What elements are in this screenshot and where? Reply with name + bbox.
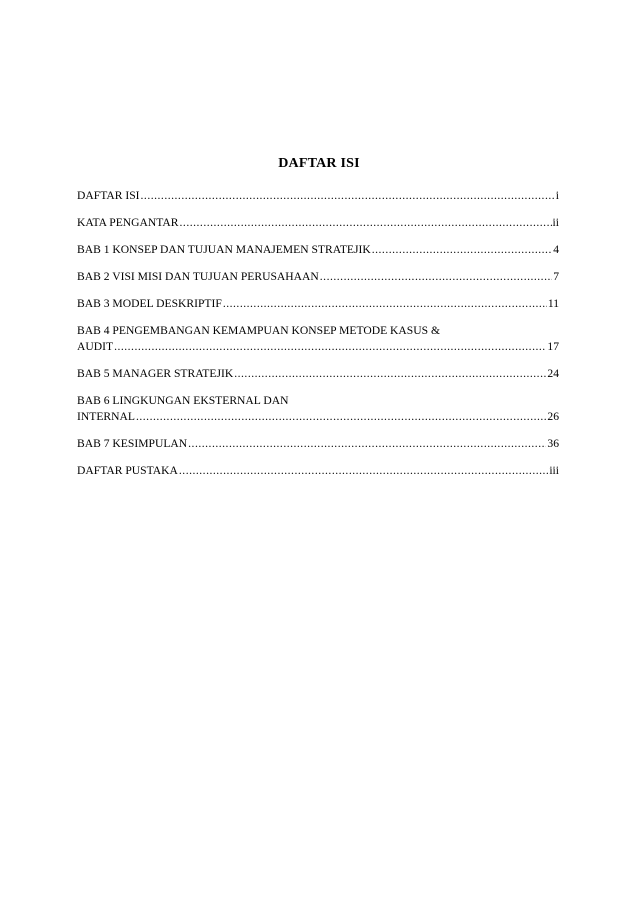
table-of-contents [77,188,559,490]
toc-entry-page: iii [549,464,559,477]
toc-entry-label: BAB 2 VISI MISI DAN TUJUAN PERUSAHAAN [77,270,319,283]
toc-entry-page: 36 [547,437,559,450]
dot-leader [141,188,555,204]
toc-entry-label: BAB 5 MANAGER STRATEJIK [77,367,234,380]
toc-entry-label: INTERNAL [77,410,135,423]
toc-entry-label: KATA PENGANTAR [77,216,179,229]
toc-entry-page: 7 [553,270,559,283]
toc-entry-daftar-pustaka [77,463,559,479]
toc-entry-bab-6 [77,393,559,425]
toc-entry-bab-4 [77,323,559,355]
toc-entry-page: 17 [547,340,559,353]
toc-entry-bab-3 [77,296,559,312]
toc-entry-label: BAB 3 MODEL DESKRIPTIF [77,297,222,310]
dot-leader [234,366,546,382]
toc-entry-page: 4 [553,243,559,256]
dot-leader [372,242,552,258]
toc-entry-kata-pengantar [77,215,559,231]
dot-leader [136,409,546,425]
toc-entry-label: BAB 7 KESIMPULAN [77,437,188,450]
toc-entry-label-line-1: BAB 6 LINGKUNGAN EKSTERNAL DAN [77,394,289,407]
toc-entry-daftar-isi [77,188,559,204]
dot-leader [188,436,546,452]
toc-entry-page: i [555,189,559,202]
toc-entry-bab-7 [77,436,559,452]
dot-leader [179,463,548,479]
toc-entry-page: ii [552,216,559,229]
dot-leader [223,296,547,312]
toc-entry-label: DAFTAR PUSTAKA [77,464,178,477]
toc-entry-label: BAB 1 KONSEP DAN TUJUAN MANAJEMEN STRATEJIK [77,243,371,256]
toc-entry-page: 24 [547,367,559,380]
toc-entry-label-line-1: BAB 4 PENGEMBANGAN KEMAMPUAN KONSEP METODE KASUS & [77,324,440,337]
toc-entry-bab-5 [77,366,559,382]
toc-entry-bab-1 [77,242,559,258]
page-title: DAFTAR ISI [278,156,360,171]
dot-leader [114,339,546,355]
dot-leader [180,215,552,231]
dot-leader [320,269,552,285]
toc-entry-label: AUDIT [77,340,114,353]
toc-entry-label: DAFTAR ISI [77,189,140,202]
toc-entry-page: 26 [547,410,559,423]
toc-entry-page: 11 [547,297,559,310]
toc-entry-bab-2 [77,269,559,285]
